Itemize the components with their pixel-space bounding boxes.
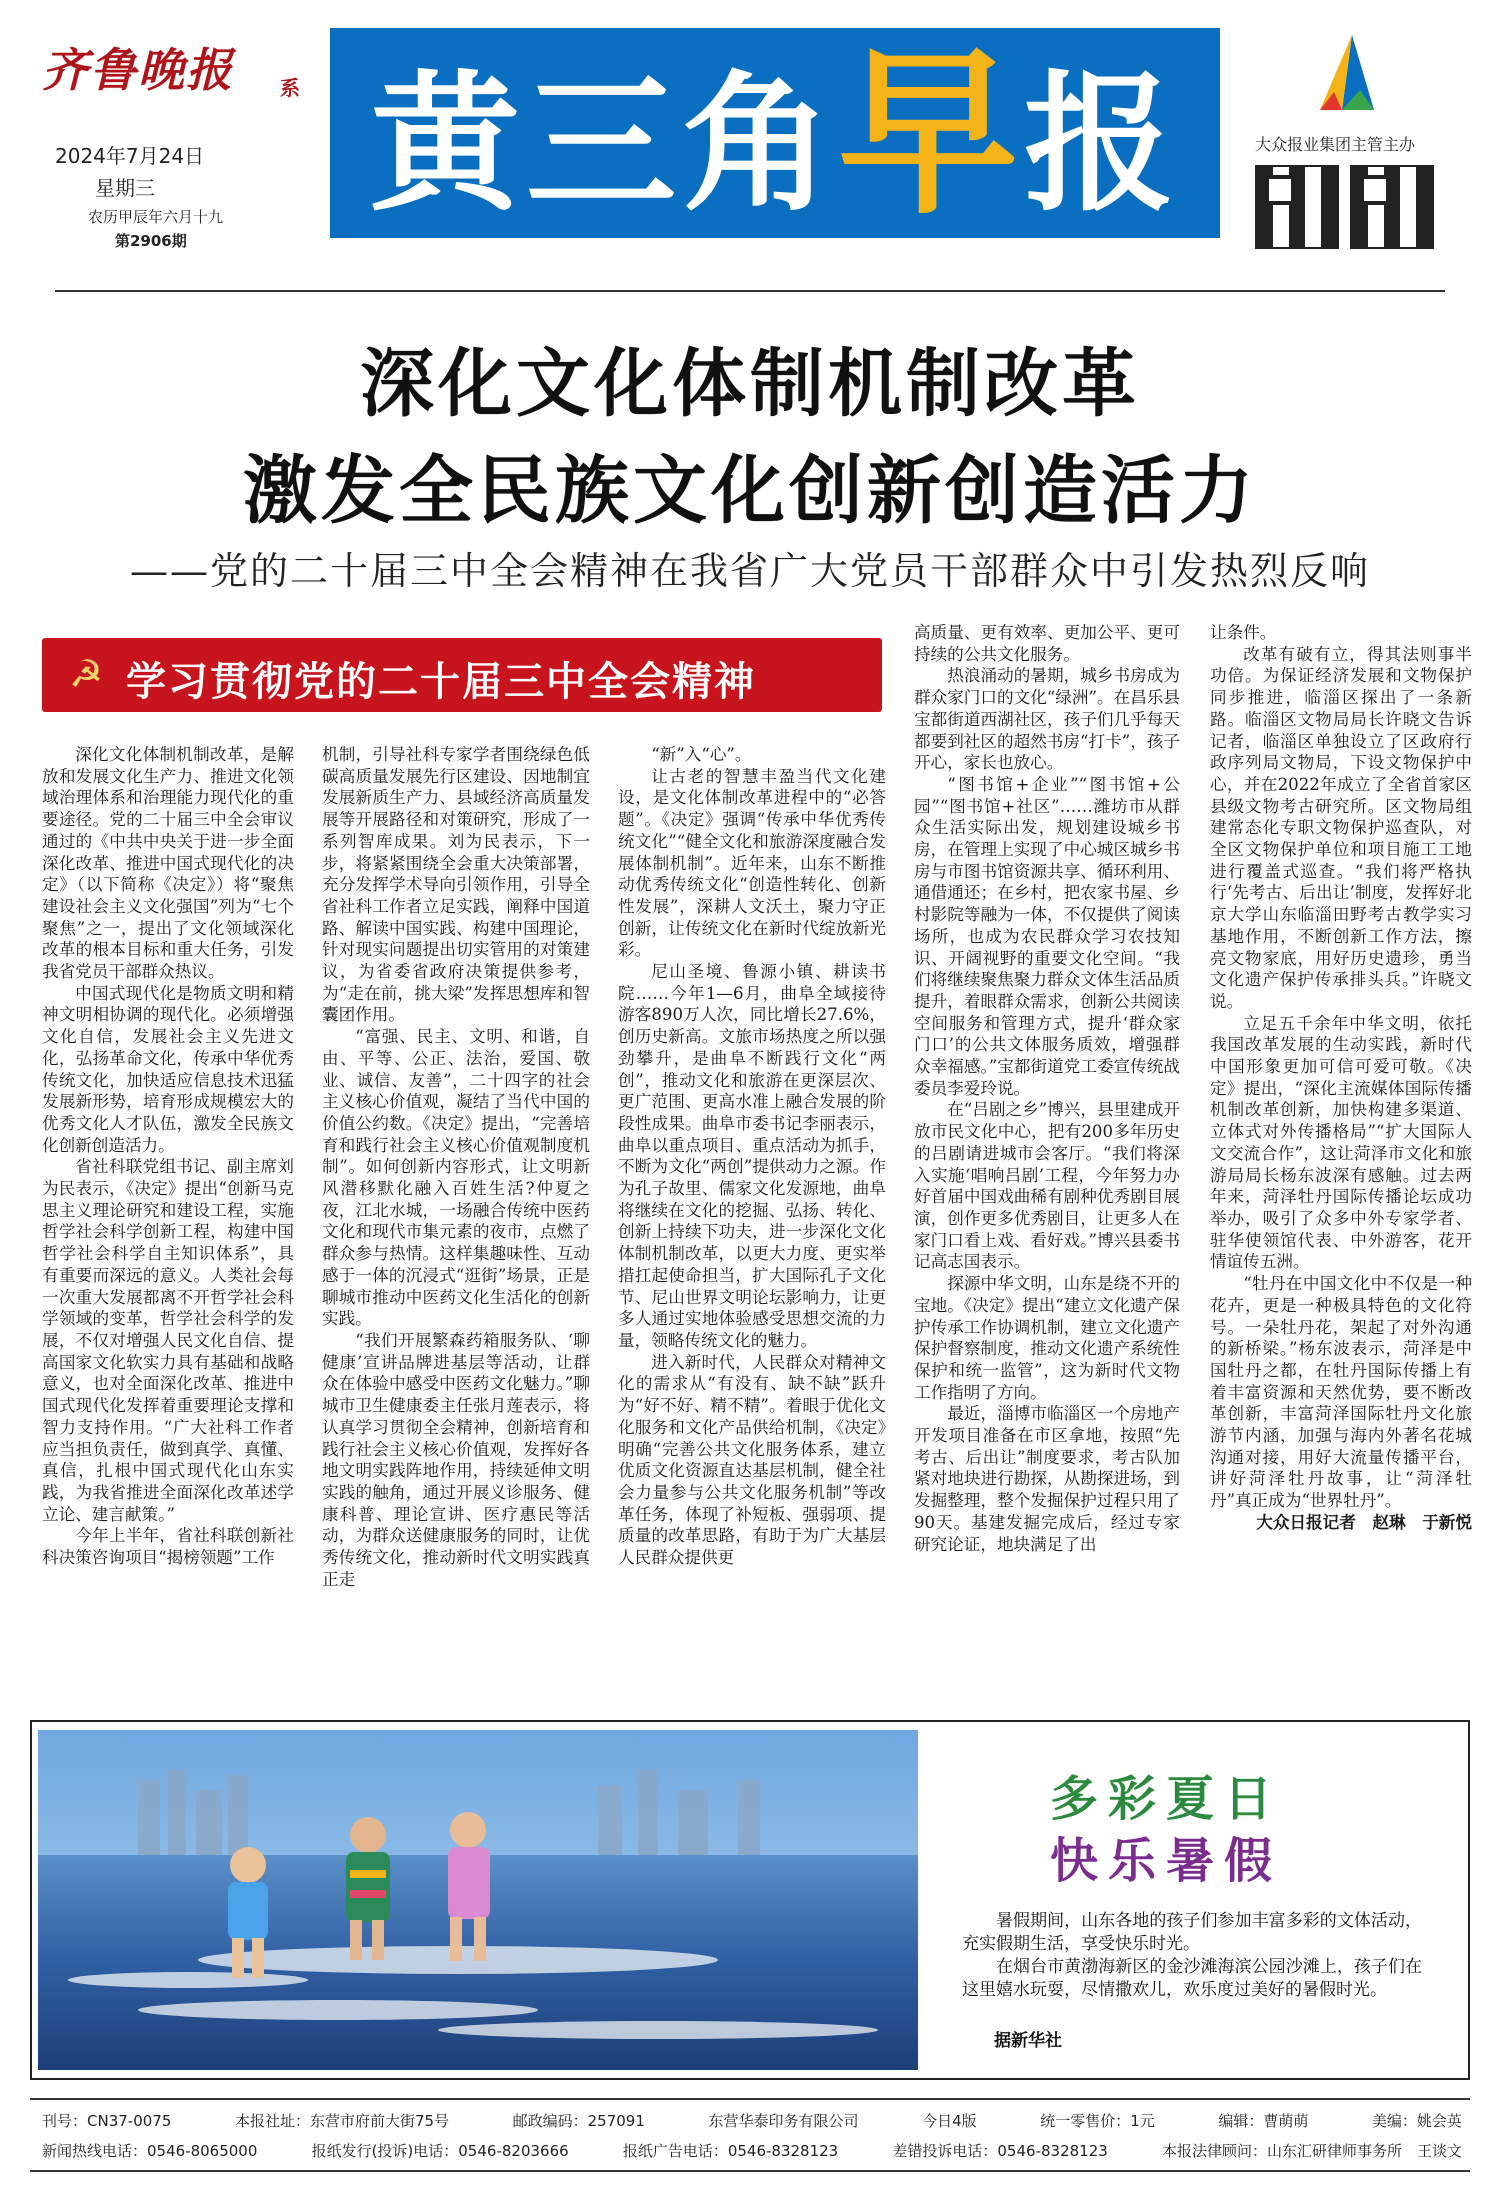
headline-line1: 深化文化体制机制改革: [360, 341, 1140, 427]
headline-subtitle: ——党的二十届三中全会精神在我省广大党员干部群众中引发热烈反响: [129, 549, 1370, 593]
paragraph: 进入新时代，人民群众对精神文化的需求从“有没有、缺不缺”跃升为“好不好、精不精”。着眼于优化文化服务和文化产品供给机制，《决定》明确“完善公共文化服务体系，建立优质文化资源直达基层机制，健全社会力量参与公共文化服务机制”等改革任务，体现了补短板、强弱项、提质量的改革思路，有助于为广大基层人民群众提供更: [618, 1352, 886, 1568]
paragraph: 最近，淄博市临淄区一个房地产开发项目准备在市区拿地，按照“先考古、后出让”制度要求，考古队加紧对地块进行勘探，从勘探进场，到发掘整理，整个发掘保护过程只用了90天。基建发掘完成后，经过专家研究论证，地块满足了出: [914, 1404, 1180, 1554]
paragraph: “新”入“心”。: [651, 745, 752, 764]
paper-title-banner: [330, 28, 1220, 238]
footer-row-1: [42, 2110, 1462, 2131]
party-emblem-icon: ☭: [68, 652, 104, 696]
footer-item: 美编：姚会英: [1371, 2112, 1462, 2130]
footer-item: 本报社址：东营市府前大街75号: [234, 2112, 450, 2130]
paragraph: 热浪涌动的暑期，城乡书房成为群众家门口的文化“绿洲”。在昌乐县宝都街道西湖社区，孩子们几乎每天都要到社区的超然书房“打卡”，孩子开心，家长也放心。: [914, 666, 1180, 773]
paragraph: 机制，引导社科专家学者围绕绿色低碳高质量发展先行区建设、因地制宜发展新质生产力、县域经济高质量发展等开展路径和对策研究，形成了一系列智库成果。刘为民表示，下一步，将紧紧围绕全会重大决策部署，充分发挥学术导向引领作用，引导全省社科工作者立足实践，阐释中国道路、解读中国实践、构建中国理论，针对现实问题提出切实管用的对策建议，为省委省政府决策提供参考，为“走在前，挑大梁”发挥思想库和智囊团作用。: [322, 745, 590, 1025]
qr-code-icon[interactable]: [1350, 165, 1434, 249]
article-column-1: [42, 744, 294, 1569]
publisher-line: 大众报业集团主管主办: [1255, 135, 1416, 154]
article-column-3: [618, 744, 886, 1569]
brand-suffix: 系: [280, 76, 300, 100]
article-column-4: [914, 622, 1180, 1555]
group-logo-icon: [1312, 30, 1382, 120]
paragraph: 让条件。: [1210, 623, 1277, 642]
section-banner-label: 学习贯彻党的二十届三中全会精神: [126, 659, 756, 705]
paragraph: 深化文化体制机制改革，是解放和发展文化生产力、推进文化领域治理体系和治理能力现代化的重要途径。党的二十届三中全会审议通过的《中共中央关于进一步全面深化改革、推进中国式现代化的决定》（以下简称《决定》）将“聚焦建设社会主义文化强国”列为“七个聚焦”之一，提出了文化领域深化改革的根本目标和重大任务，引发我省党员干部群众热议。: [42, 745, 294, 982]
paragraph: “富强、民主、文明、和谐，自由、平等、公正、法治，爱国、敬业、诚信、友善”，二十四字的社会主义核心价值观，凝结了当代中国的价值公约数。《决定》提出，“完善培育和践行社会主义核心价值观制度机制”。如何创新内容形式，让文明新风潜移默化融入百姓生活?仲夏之夜，江北水城，一场融合传统中医药文化和现代市集元素的夜市，点燃了群众参与热情。这样集趣味性、互动感于一体的沉浸式“逛街”场景，正是聊城市推动中医药文化生活化的创新实践。: [322, 1027, 590, 1329]
lunar-date: 农历甲辰年六月十九: [88, 208, 224, 226]
paper-title-highlight: 早: [838, 30, 1025, 239]
footer-divider: [30, 2170, 1470, 2172]
paper-title: [370, 30, 1181, 239]
footer-item: 差错投诉电话：0546-8328123: [892, 2142, 1108, 2160]
footer-divider: [30, 2098, 1470, 2100]
paragraph: 立足五千余年中华文明，依托我国改革发展的生动实践，新时代中国形象更加可信可爱可敬。《决定》提出，“深化主流媒体国际传播机制改革创新，加快构建多渠道、立体式对外传播格局”“扩大国际人文交流合作”，这让菏泽市文化和旅游局局长杨东波深有感触。过去两年来，菏泽牡丹国际传播论坛成功举办，吸引了众多中外专家学者、驻华使领馆代表、中外游客，花开情谊传五洲。: [1210, 1013, 1472, 1272]
caption-paragraph: 暑假期间，山东各地的孩子们参加丰富多彩的文体活动，充实假期生活，享受快乐时光。: [962, 1911, 1422, 1954]
footer-row-2: [42, 2140, 1462, 2161]
photo-feature-caption: [962, 1910, 1422, 2002]
paragraph: 改革有破有立，得其法则事半功倍。为保证经济发展和文物保护同步推进，临淄区探出了一条新路。临淄区文物局局长许晓文告诉记者，临淄区单独设立了区政府行政序列局文物局，下设文物保护中心，并在2022年成立了全省首家区县级文物考古研究所。区文物局组建常态化专职文物保护巡查队，对全区文物保护单位和项目施工工地进行覆盖式巡查。“我们将严格执行‘先考古、后出让’制度，发挥好北京大学山东临淄田野考古教学实习基地作用，不断创新工作方法，擦亮文物家底，用好历史遗珍，勇当文化遗产保护传承排头兵。”许晓文说。: [1210, 644, 1472, 1011]
footer-item: 报纸广告电话：0546-8328123: [622, 2142, 839, 2160]
article-column-2: [322, 744, 590, 1590]
footer-item: 刊号：CN37-0075: [42, 2112, 172, 2130]
issue-date: 2024年7月24日: [55, 144, 205, 168]
photo-feature-title-1: 多彩夏日: [1050, 1771, 1283, 1827]
paper-title-part1: 黄三角: [370, 58, 839, 232]
paragraph: 中国式现代化是物质文明和精神文明相协调的现代化。必须增强文化自信，发展社会主义先进文化，弘扬革命文化，传承中华优秀传统文化，加快适应信息技术迅猛发展新形势，培育形成规模宏大的优秀文化人才队伍，激发全民族文化创新创造活力。: [42, 983, 294, 1155]
article-byline: 大众日报记者 赵琳 于新悦: [1256, 1512, 1472, 1532]
footer-item: 统一零售价：1元: [1040, 2112, 1155, 2130]
issue-weekday: 星期三: [95, 176, 155, 200]
footer-item: 邮政编码：257091: [512, 2112, 645, 2130]
paragraph: 探源中华文明，山东是绕不开的宝地。《决定》提出“建立文化遗产保护传承工作协调机制，建立文化遗产保护督察制度，推动文化遗产系统性保护和统一监管”，这为新时代文物工作指明了方向。: [914, 1274, 1180, 1402]
footer-item: 东营华泰印务有限公司: [708, 2112, 859, 2130]
footer-item: 编辑：曹萌萌: [1218, 2112, 1309, 2130]
paragraph: “我们开展繁森药箱服务队、‘聊健康’宣讲品牌进基层等活动，让群众在体验中感受中医药文化魅力。”聊城市卫生健康委主任张月莲表示，将认真学习贯彻全会精神，创新培育和践行社会主义核心价值观，发挥好各地文明实践阵地作用，持续延伸文明实践的触角，通过开展义诊服务、健康科普、理论宣讲、医疗惠民等活动，为群众送健康服务的同时，让优秀传统文化，推动新时代文明实践真正走: [322, 1330, 590, 1589]
paragraph: 今年上半年，省社科联创新社科决策咨询项目“揭榜领题”工作: [42, 1526, 294, 1568]
paragraph: 在“吕剧之乡”博兴，县里建成开放市民文化中心，把有200多年历史的吕剧请进城市会客厅。“我们将深入实施‘唱响吕剧’工程，今年努力办好首届中国戏曲稀有剧种优秀剧目展演，创作更多优秀剧目，让更多人在家门口看上戏、看好戏。”博兴县委书记高志国表示。: [914, 1100, 1180, 1272]
masthead-divider: [55, 290, 1445, 292]
article-column-5: [1210, 622, 1472, 1534]
paragraph: “牡丹在中国文化中不仅是一种花卉，更是一种极具特色的文化符号。一朵牡丹花，架起了对外沟通的新桥梁。”杨东波表示，菏泽是中国牡丹之都，在牡丹国际传播上有着丰富资源和天然优势，要不断改革创新，丰富菏泽国际牡丹文化旅游节内涵，加强与海内外著名花城沟通对接，用好大流量传播平台，讲好菏泽牡丹故事，让“菏泽牡丹”真正成为“世界牡丹”。: [1210, 1274, 1472, 1511]
footer-item: 新闻热线电话：0546-8065000: [42, 2142, 258, 2160]
photo-feature-title-2: 快乐暑假: [1050, 1833, 1283, 1889]
caption-paragraph: 在烟台市黄渤海新区的金沙滩海滨公园沙滩上，孩子们在这里嬉水玩耍，尽情撒欢儿，欢乐度过美好的暑假时光。: [962, 1957, 1422, 2000]
section-banner: [42, 638, 882, 712]
footer-item: 报纸发行(投诉)电话：0546-8203666: [311, 2142, 569, 2160]
paper-title-part2: 报: [1024, 58, 1181, 232]
qr-code-icon[interactable]: [1255, 165, 1339, 249]
paragraph: “图书馆+企业”“图书馆+公园”“图书馆+社区”……潍坊市从群众生活实际出发，规划建设城乡书房，在管理上实现了中心城区城乡书房与市图书馆资源共享、循环利用、通借通还；在乡村，把农家书屋、乡村影院等融为一体，不仅提供了阅读场所，也成为农民群众学习农技知识、开阔视野的重要文化空间。“我们将继续聚焦聚力群众文体生活品质提升，着眼群众需求，创新公共阅读空间服务和管理方式，提升‘群众家门口’的公共文体服务质效，增强群众幸福感。”宝都街道党工委宣传统战委员李爱玲说。: [914, 774, 1180, 1098]
brand-logo-text: 齐鲁晚报: [42, 43, 234, 97]
footer-item: 本报法律顾问：山东汇研律师事务所 王谈文: [1161, 2142, 1462, 2160]
paragraph: 省社科联党组书记、副主席刘为民表示，《决定》提出“创新马克思主义理论研究和建设工程，实施哲学社会科学创新工程，构建中国哲学社会科学自主知识体系”，具有重要而深远的意义。人类社会每一次重大发展都离不开哲学社会科学领域的变革，哲学社会科学的发展，不仅对增强人民文化自信、提高国家文化软实力具有基础和战略意义，也对全面深化改革、推进中国式现代化发挥着重要理论支撑和智力支持作用。“广大社科工作者应当担负责任，做到真学、真懂、真信，扎根中国式现代化山东实践，为我省推进全面深化改革述学立论、建言献策。”: [42, 1157, 294, 1524]
issue-number: 第2906期: [115, 232, 187, 250]
paragraph: 尼山圣境、鲁源小镇、耕读书院……今年1—6月，曲阜全域接待游客890万人次，同比增长27.6%，创历史新高。文旅市场热度之所以强劲攀升，是曲阜不断践行文化“两创”，推动文化和旅游在更深层次、更广范围、更高水准上融合发展的阶段性成果。曲阜市委书记李丽表示，曲阜以重点项目、重点活动为抓手，不断为文化“两创”提供动力之源。作为孔子故里、儒家文化发源地，曲阜将继续在文化的挖掘、弘扬、转化、创新上持续下功夫，进一步深化文化体制机制改革，以更大力度、更实举措扛起使命担当，扩大国际孔子文化节、尼山世界文明论坛影响力，让更多人通过实地体验感受思想交流的力量，领略传统文化的魅力。: [618, 962, 886, 1350]
beach-children-photo: [38, 1730, 918, 2070]
footer-item: 今日4版: [922, 2112, 977, 2130]
photo-credit: 据新华社: [994, 2031, 1062, 2051]
paragraph: 让古老的智慧丰盈当代文化建设，是文化体制改革进程中的“必答题”。《决定》强调“传承中华优秀传统文化”“健全文化和旅游深度融合发展体制机制”。近年来，山东不断推动优秀传统文化“创造性转化、创新性发展”，深耕人文沃土，聚力守正创新，让传统文化在新时代绽放新光彩。: [618, 766, 886, 960]
paragraph: 高质量、更有效率、更加公平、更可持续的公共文化服务。: [914, 623, 1180, 664]
headline-line2: 激发全民族文化创新创造活力: [243, 448, 1257, 534]
